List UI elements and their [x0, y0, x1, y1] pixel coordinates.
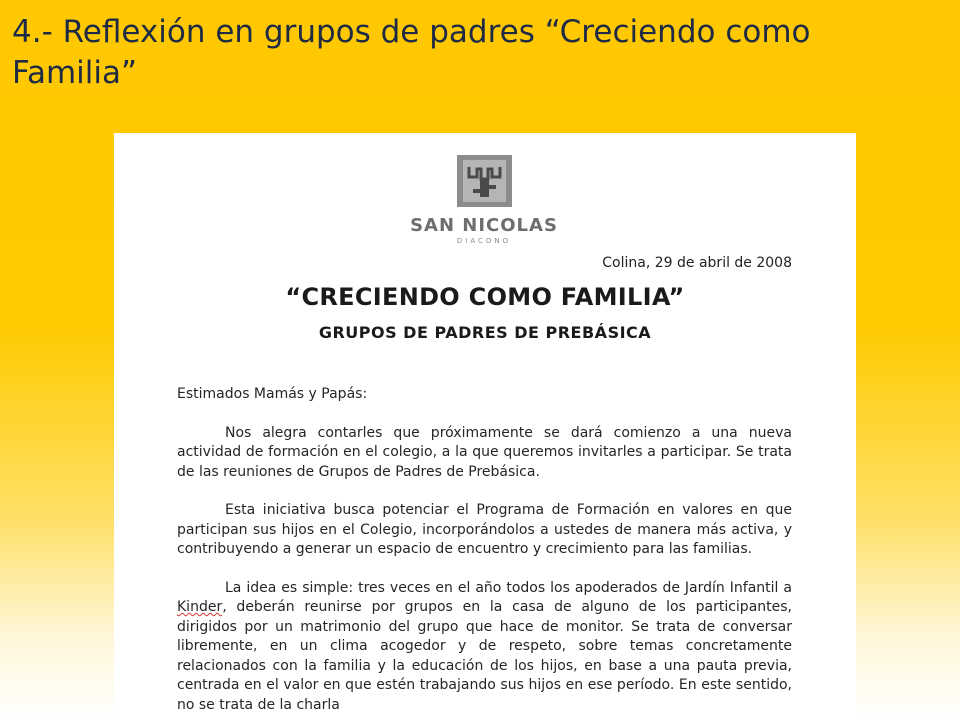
letter-body	[177, 385, 792, 720]
greeting: Estimados Mamás y Papás:	[177, 386, 368, 402]
paragraph-3	[177, 579, 792, 716]
letter-title: “CRECIENDO COMO FAMILIA”	[285, 283, 685, 311]
logo-subtitle: DIACONO	[456, 237, 512, 245]
logo-name: SAN NICOLAS	[410, 215, 558, 236]
san-nicolas-logo-icon	[457, 155, 512, 207]
spellcheck-word: Kinder	[177, 599, 223, 615]
paragraph-2: Esta iniciativa busca potenciar el Programa de Formación en valores en que participan sus hijos en el Colegio, incorporándolos a ustedes de manera más activa, y contribuyendo a generar un espacio de encuentro y crecimiento para las familias.	[177, 502, 792, 557]
paragraph-1: Nos alegra contarles que próximamente se dará comienzo a una nueva actividad de formación en el colegio, a la que queremos invitarles a participar. Se trata de las reuniones de Grupos de Padres de Prebásica.	[177, 424, 792, 480]
paragraph-3-start: La idea es simple: tres veces en el año todos los apoderados de Jardín Infantil a	[225, 579, 792, 596]
slide-title: 4.- Reflexión en grupos de padres “Creciendo como Familia”	[12, 14, 811, 91]
letter-document	[114, 133, 856, 720]
letter-subtitle: GRUPOS DE PADRES DE PREBÁSICA	[318, 323, 652, 342]
letter-date: Colina, 29 de abril de 2008	[602, 255, 792, 271]
paragraph-3-rest: , deberán reunirse por grupos en la casa de alguno de los participantes, dirigidos por un matrimonio del grupo que hace de monitor. Se trata de conversar libremente, en un clima acogedor y de respeto, sobre temas concretamente relacionados con la familia y la educación de los hijos, en base a una pauta previa, centrada en el valor en que estén trabajando sus hijos en ese período. En este sentido, no se trata de la charla	[177, 599, 792, 713]
